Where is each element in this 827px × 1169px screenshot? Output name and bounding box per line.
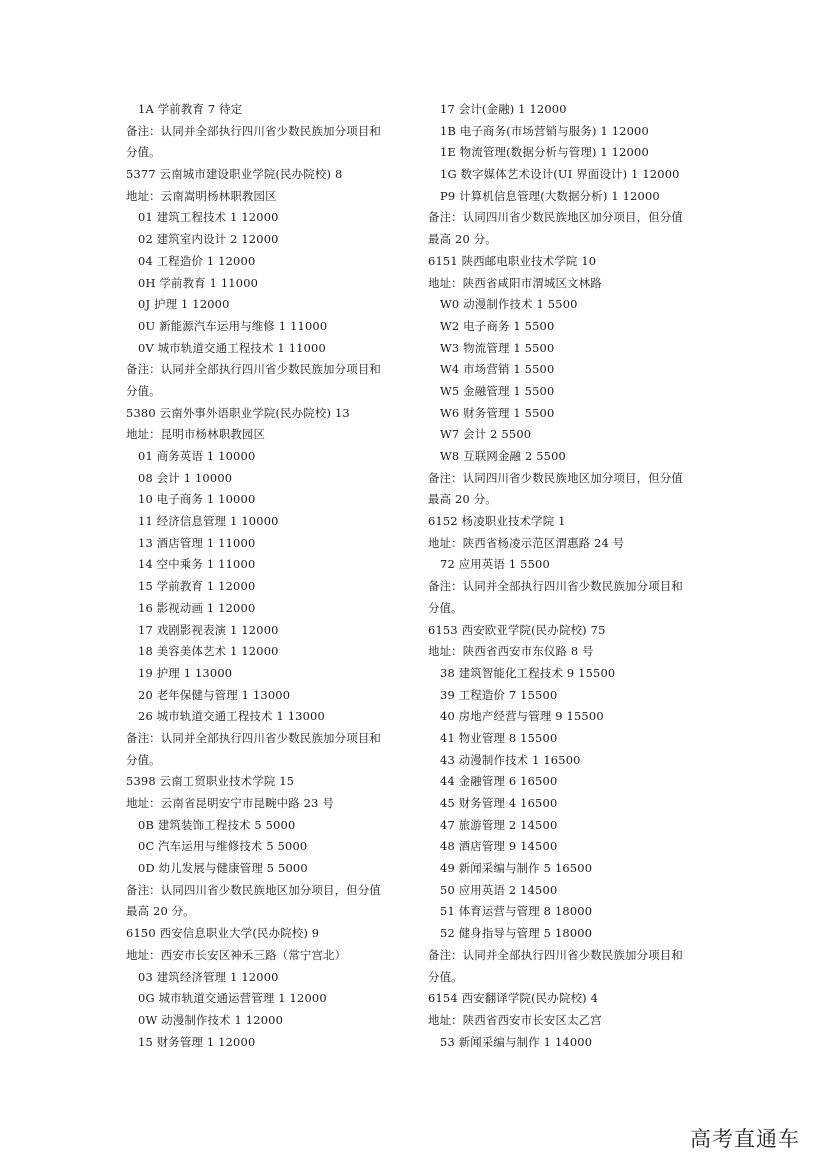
program-line: W0 动漫制作技术 1 5500 [440, 297, 578, 312]
program-line: 0W 动漫制作技术 1 12000 [138, 1012, 284, 1027]
program-line: 03 建筑经济管理 1 12000 [138, 969, 279, 984]
program-line: 41 物业管理 8 15500 [440, 730, 558, 745]
text-line: 备注：认同四川省少数民族地区加分项目，但分值 [428, 210, 683, 225]
program-line: 0V 城市轨道交通工程技术 1 11000 [138, 340, 326, 355]
program-line: 40 房地产经营与管理 9 15500 [440, 709, 604, 724]
program-line: 51 体育运营与管理 8 18000 [440, 904, 593, 919]
program-line: 01 商务英语 1 10000 [138, 449, 256, 463]
program-line: 15 财务管理 1 12000 [138, 1034, 256, 1049]
text-line: 最高 20 分。 [126, 904, 195, 919]
program-line: 0C 汽车运用与维修技术 5 5000 [138, 839, 308, 854]
program-line: 19 护理 1 13000 [138, 665, 233, 680]
program-line: 52 健身指导与管理 5 18000 [440, 926, 593, 941]
text-line: 地址：陕西省杨凌示范区渭惠路 24 号 [428, 535, 625, 550]
program-line: 0G 城市轨道交通运营管理 1 12000 [138, 991, 327, 1006]
program-line: 10 电子商务 1 10000 [138, 492, 256, 507]
left-column [126, 99, 406, 1053]
text-line: 备注：认同四川省少数民族地区加分项目，但分值 [126, 882, 381, 897]
text-line: 备注：认同四川省少数民族地区加分项目，但分值 [428, 470, 683, 485]
text-line: 地址：西安市长安区神禾三路（常宁宫北） [126, 947, 347, 962]
text-line: 分值。 [126, 383, 161, 398]
program-line: 53 新闻采编与制作 1 14000 [440, 1034, 593, 1049]
program-line: 0D 幼儿发展与健康管理 5 5000 [138, 861, 308, 876]
program-line: P9 计算机信息管理(大数据分析) 1 12000 [440, 188, 660, 203]
text-line: 5398 云南工贸职业技术学院 15 [126, 774, 295, 789]
program-line: 50 应用英语 2 14500 [440, 882, 558, 897]
program-line: 0J 护理 1 12000 [138, 297, 230, 312]
program-line: 26 城市轨道交通工程技术 1 13000 [138, 709, 325, 724]
program-line: 1A 学前教育 7 待定 [138, 102, 243, 116]
program-line: 48 酒店管理 9 14500 [440, 839, 558, 854]
text-line: 地址：昆明市杨林职教园区 [126, 427, 266, 442]
program-line: 02 建筑室内设计 2 12000 [138, 232, 279, 247]
text-line: 备注：认同并全部执行四川省少数民族加分项目和 [428, 947, 683, 962]
program-line: 11 经济信息管理 1 10000 [138, 514, 279, 529]
program-line: 44 金融管理 6 16500 [440, 774, 558, 789]
program-line: 08 会计 1 10000 [138, 470, 233, 485]
program-line: 16 影视动画 1 12000 [138, 600, 256, 615]
program-line: W8 互联网金融 2 5500 [440, 449, 567, 463]
program-line: 38 建筑智能化工程技术 9 15500 [440, 665, 616, 680]
program-line: 20 老年保健与管理 1 13000 [138, 687, 291, 702]
program-line: 43 动漫制作技术 1 16500 [440, 752, 581, 767]
program-line: W7 会计 2 5500 [440, 427, 532, 442]
right-column [428, 99, 718, 1053]
program-line: 0B 建筑装饰工程技术 5 5000 [138, 817, 296, 832]
text-line: 6150 西安信息职业大学(民办院校) 9 [126, 926, 320, 941]
program-line: 0U 新能源汽车运用与维修 1 11000 [138, 318, 328, 333]
text-line: 5377 云南城市建设职业学院(民办院校) 8 [126, 167, 343, 182]
text-line: 备注：认同并全部执行四川省少数民族加分项目和 [428, 579, 683, 594]
program-line: 17 会计(金融) 1 12000 [440, 102, 567, 116]
program-line: W3 物流管理 1 5500 [440, 340, 555, 355]
program-line: W5 金融管理 1 5500 [440, 383, 555, 398]
program-line: 47 旅游管理 2 14500 [440, 817, 558, 832]
text-line: 6151 陕西邮电职业技术学院 10 [428, 253, 597, 268]
program-line: 18 美容美体艺术 1 12000 [138, 644, 279, 659]
text-line: 最高 20 分。 [428, 492, 497, 507]
program-line: 1G 数字媒体艺术设计(UI 界面设计) 1 12000 [440, 167, 680, 182]
text-line: 6154 西安翻译学院(民办院校) 4 [428, 991, 599, 1006]
text-line: 分值。 [126, 752, 161, 767]
program-line: 39 工程造价 7 15500 [440, 687, 558, 702]
text-line: 6153 西安欧亚学院(民办院校) 75 [428, 622, 606, 637]
text-line: 分值。 [126, 145, 161, 160]
program-line: 1B 电子商务(市场营销与服务) 1 12000 [440, 123, 649, 138]
program-line: W2 电子商务 1 5500 [440, 318, 555, 333]
text-line: 分值。 [428, 969, 463, 984]
text-line: 备注：认同并全部执行四川省少数民族加分项目和 [126, 730, 381, 745]
text-line: 地址：云南嵩明杨林职教园区 [126, 188, 277, 203]
text-line: 地址：陕西省西安市东仪路 8 号 [428, 644, 594, 659]
program-line: 14 空中乘务 1 11000 [138, 557, 256, 572]
program-line: 49 新闻采编与制作 5 16500 [440, 861, 593, 876]
text-line: 最高 20 分。 [428, 232, 497, 247]
text-line: 地址：陕西省咸阳市渭城区文林路 [428, 275, 602, 290]
program-line: 45 财务管理 4 16500 [440, 796, 558, 810]
program-line: W4 市场营销 1 5500 [440, 362, 555, 377]
text-line: 5380 云南外事外语职业学院(民办院校) 13 [126, 405, 350, 420]
program-line: 01 建筑工程技术 1 12000 [138, 210, 279, 225]
program-line: W6 财务管理 1 5500 [440, 405, 555, 420]
text-line: 分值。 [428, 600, 463, 615]
text-line: 备注：认同并全部执行四川省少数民族加分项目和 [126, 362, 381, 377]
text-line: 备注：认同并全部执行四川省少数民族加分项目和 [126, 123, 381, 138]
program-line: 0H 学前教育 1 11000 [138, 275, 259, 290]
program-line: 72 应用英语 1 5500 [440, 557, 550, 572]
program-line: 15 学前教育 1 12000 [138, 579, 256, 594]
watermark-text: 高考直通车 [690, 1127, 800, 1151]
program-line: 1E 物流管理(数据分析与管理) 1 12000 [440, 145, 649, 160]
program-line: 04 工程造价 1 12000 [138, 253, 256, 268]
text-line: 地址：陕西省西安市长安区太乙宫 [428, 1012, 602, 1027]
text-line: 6152 杨凌职业技术学院 1 [428, 514, 566, 529]
text-line: 地址：云南省昆明安宁市昆畹中路 23 号 [126, 796, 334, 810]
program-line: 13 酒店管理 1 11000 [138, 535, 256, 550]
program-line: 17 戏剧影视表演 1 12000 [138, 622, 279, 637]
